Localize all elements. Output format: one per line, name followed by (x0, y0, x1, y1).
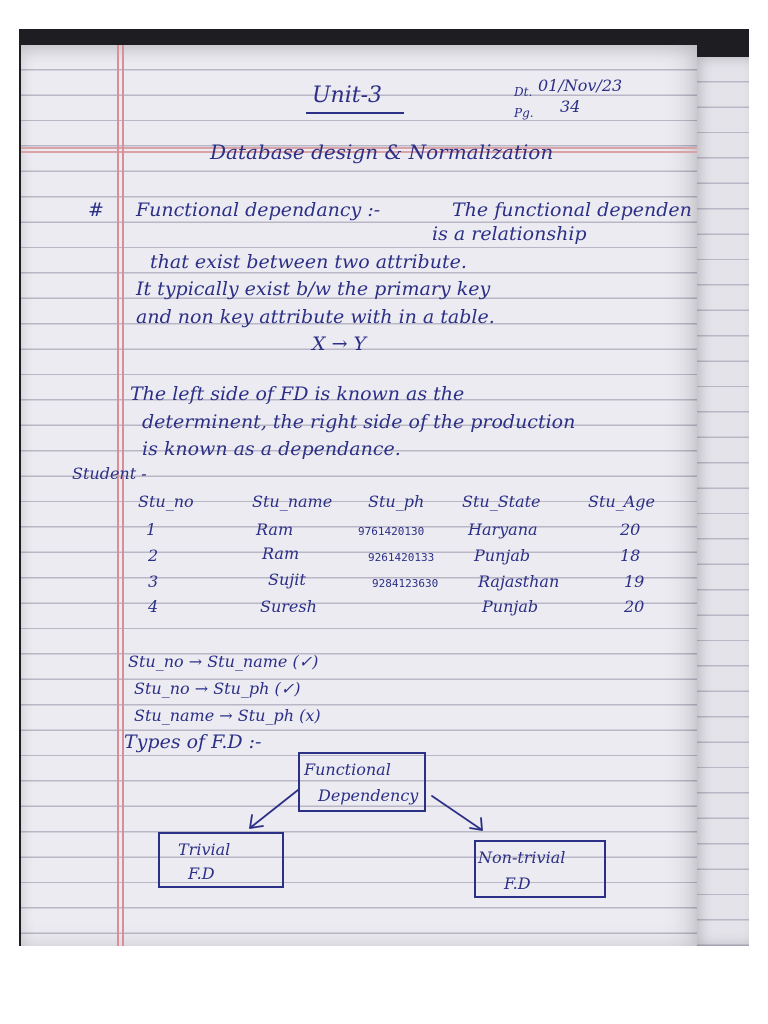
page-number: 34 (560, 97, 581, 116)
table-cell: 1 (146, 520, 157, 539)
table-cell: 3 (148, 572, 159, 591)
table-cell: Ram (262, 544, 300, 563)
fd-definition-line: It typically exist b/w the primary key (136, 278, 491, 300)
table-header: Stu_State (462, 492, 541, 511)
fd-definition-line: is a relationship (432, 223, 587, 245)
table-cell: 20 (620, 520, 641, 539)
determinant-line: is known as a dependance. (142, 438, 401, 460)
determinant-line: determinent, the right side of the production (142, 411, 576, 433)
arrow-to-nontrivial (432, 796, 482, 830)
table-cell: 9284123630 (372, 577, 439, 590)
table-cell: Sujit (268, 570, 306, 589)
bullet-mark: # (88, 199, 104, 221)
dependency-line: Stu_no → Stu_name (✓) (128, 652, 319, 671)
diagram-root-label: Dependency (318, 786, 419, 805)
diagram-root-label: Functional (304, 760, 391, 779)
fd-notation: X → Y (312, 333, 367, 355)
table-header: Stu_no (138, 492, 194, 511)
fd-definition-line: that exist between two attribute. (150, 251, 467, 273)
fd-definition-line: The functional dependen (452, 199, 692, 221)
table-cell: Suresh (260, 597, 317, 616)
date-value: 01/Nov/23 (538, 76, 623, 95)
fd-definition-line: and non key attribute with in a table. (136, 306, 495, 328)
page-label: Pg. (514, 106, 534, 120)
date-label: Dt. (514, 85, 533, 99)
diagram-trivial-label: Trivial (178, 840, 231, 859)
table-cell: Rajasthan (478, 572, 560, 591)
table-cell: Punjab (474, 546, 531, 565)
diagram-trivial-label: F.D (188, 864, 215, 883)
unit-title: Unit-3 (312, 83, 383, 108)
table-cell: Ram (256, 520, 294, 539)
table-cell: 9261420133 (368, 551, 435, 564)
table-cell: 2 (148, 546, 159, 565)
table-cell: 18 (620, 546, 641, 565)
table-label: Student - (72, 464, 147, 483)
table-cell: 4 (148, 597, 159, 616)
diagram-nontrivial-label: F.D (504, 874, 531, 893)
dependency-line: Stu_name → Stu_ph (x) (134, 706, 321, 725)
table-cell: Haryana (468, 520, 538, 539)
table-cell: 20 (624, 597, 645, 616)
fd-term: Functional dependancy :- (136, 199, 381, 221)
table-cell: 19 (624, 572, 645, 591)
table-cell: 9761420130 (358, 525, 425, 538)
types-heading: Types of F.D :- (124, 731, 262, 753)
dependency-line: Stu_no → Stu_ph (✓) (134, 679, 301, 698)
table-header: Stu_Age (588, 492, 655, 511)
table-header: Stu_name (252, 492, 333, 511)
diagram-nontrivial-label: Non-trivial (478, 848, 566, 867)
table-header: Stu_ph (368, 492, 425, 511)
table-cell: Punjab (482, 597, 539, 616)
arrow-to-trivial (250, 790, 298, 828)
page-title: Database design & Normalization (210, 140, 554, 164)
determinant-line: The left side of FD is known as the (130, 383, 465, 405)
